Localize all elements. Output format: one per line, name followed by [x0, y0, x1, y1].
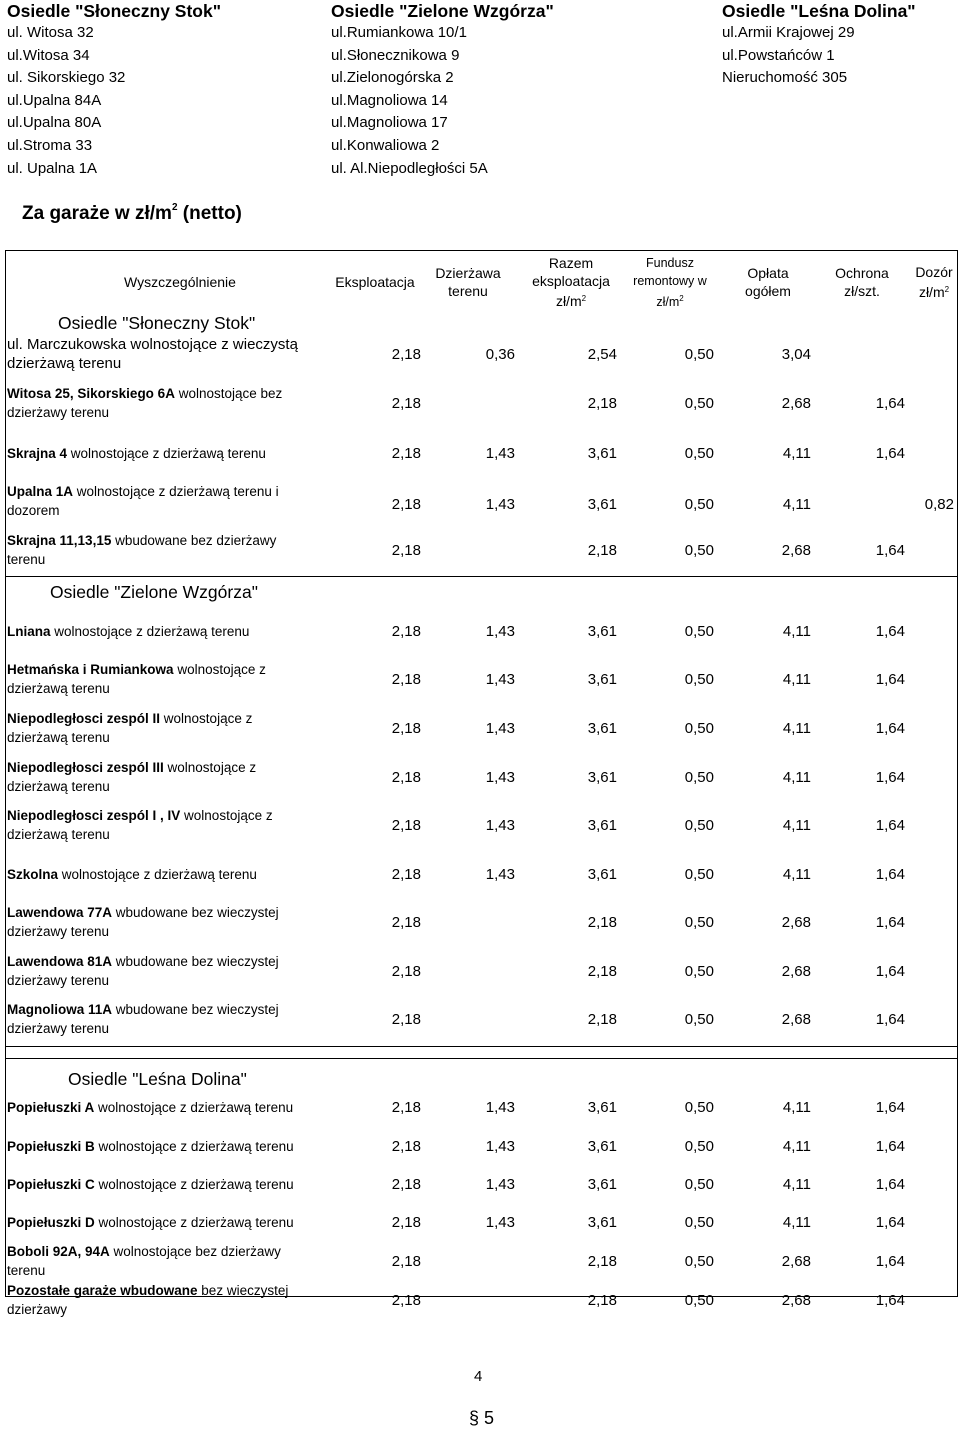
estate-address: ul. Al.Niepodległości 5A [331, 159, 488, 177]
cell-razem: 2,18 [587, 1292, 617, 1309]
row-label: Popiełuszki D wolnostojące z dzierżawą terenu [7, 1215, 294, 1230]
cell-eksploatacja: 2,18 [391, 1292, 421, 1309]
table-rule [5, 1046, 958, 1047]
cell-fundusz: 0,50 [684, 1214, 714, 1231]
row-label: Hetmańska i Rumiankowa wolnostojące z dzierżawą terenu [7, 662, 266, 696]
cell-ochrona: 1,64 [875, 914, 905, 931]
estate-address: ul.Powstańców 1 [722, 46, 835, 64]
cell-razem: 2,18 [587, 1253, 617, 1270]
cell-oplata: 2,68 [781, 1011, 811, 1028]
row-label: Lawendowa 77A wbudowane bez wieczystej dzierżawy terenu [7, 905, 279, 939]
estate-address: ul.Magnoliowa 17 [331, 114, 448, 132]
cell-ochrona: 1,64 [875, 769, 905, 786]
cell-eksploatacja: 2,18 [391, 346, 421, 363]
cell-razem: 2,18 [587, 914, 617, 931]
section-heading [22, 202, 242, 225]
cell-ochrona: 1,64 [875, 817, 905, 834]
cell-oplata: 4,11 [782, 866, 811, 883]
cell-razem: 3,61 [587, 671, 617, 688]
cell-eksploatacja: 2,18 [391, 1099, 421, 1116]
cell-razem: 2,18 [587, 1011, 617, 1028]
cell-eksploatacja: 2,18 [391, 1253, 421, 1270]
cell-ochrona: 1,64 [875, 623, 905, 640]
cell-oplata: 3,04 [781, 346, 811, 363]
cell-fundusz: 0,50 [684, 346, 714, 363]
col-header-fundusz: Fundusz remontowy w $zł/m^2$ [633, 255, 707, 309]
cell-ochrona: 1,64 [875, 720, 905, 737]
cell-fundusz: 0,50 [684, 395, 714, 412]
cell-oplata: 4,11 [782, 1214, 811, 1231]
cell-dzierzawa: 1,43 [485, 1214, 515, 1231]
cell-fundusz: 0,50 [684, 914, 714, 931]
cell-dzierzawa: 1,43 [485, 866, 515, 883]
cell-dzierzawa: 1,43 [485, 496, 515, 513]
cell-ochrona: 1,64 [875, 671, 905, 688]
cell-oplata: 2,68 [781, 542, 811, 559]
cell-eksploatacja: 2,18 [391, 395, 421, 412]
row-label: Upalna 1A wolnostojące z dzierżawą terenu i dozorem [7, 484, 279, 518]
table-section-title: Osiedle "Słoneczny Stok" [58, 313, 256, 333]
estate-address: ul.Konwaliowa 2 [331, 136, 440, 154]
cell-oplata: 4,11 [782, 445, 811, 462]
col-header-wyszczegolnienie: Wyszczególnienie [124, 274, 236, 290]
cell-eksploatacja: 2,18 [391, 963, 421, 980]
cell-eksploatacja: 2,18 [391, 817, 421, 834]
row-label: Niepodległosci zespól I , IV wolnostojące z dzierżawą terenu [7, 808, 273, 842]
cell-oplata: 4,11 [782, 1099, 811, 1116]
cell-oplata: 4,11 [782, 720, 811, 737]
cell-oplata: 2,68 [781, 1253, 811, 1270]
cell-razem: 3,61 [587, 769, 617, 786]
cell-razem: 3,61 [587, 623, 617, 640]
cell-razem: 2,18 [587, 542, 617, 559]
cell-ochrona: 1,64 [875, 1011, 905, 1028]
cell-dzierzawa: 0,36 [485, 346, 515, 363]
cell-dozor: 0,82 [924, 496, 954, 513]
cell-eksploatacja: 2,18 [391, 1214, 421, 1231]
estate-address: ul.Witosa 34 [7, 46, 90, 64]
table-section-title: Osiedle "Zielone Wzgórza" [50, 582, 258, 602]
row-label: Lawendowa 81A wbudowane bez wieczystej dzierżawy terenu [7, 954, 279, 988]
table-border-right [957, 250, 958, 1296]
cell-fundusz: 0,50 [684, 1011, 714, 1028]
estate-title: Osiedle "Słoneczny Stok" [7, 1, 222, 21]
estate-list-sloneczny-stok [7, 0, 221, 180]
cell-oplata: 4,11 [782, 1138, 811, 1155]
cell-dzierzawa: 1,43 [485, 1176, 515, 1193]
cell-fundusz: 0,50 [684, 769, 714, 786]
estate-title: Osiedle "Leśna Dolina" [722, 1, 916, 21]
cell-oplata: 2,68 [781, 914, 811, 931]
col-header-dzierzawa: Dzierżawa terenu [435, 265, 501, 299]
cell-eksploatacja: 2,18 [391, 496, 421, 513]
col-header-ochrona: Ochrona zł/szt. [835, 265, 889, 299]
cell-razem: 2,18 [587, 963, 617, 980]
col-header-eksploatacja: Eksploatacja [335, 274, 415, 290]
estate-list-zielone-wzgorza [331, 0, 554, 180]
cell-razem: 2,54 [587, 346, 617, 363]
cell-ochrona: 1,64 [875, 1138, 905, 1155]
cell-oplata: 2,68 [781, 395, 811, 412]
estate-address: ul.Stroma 33 [7, 136, 93, 154]
cell-razem: 3,61 [587, 866, 617, 883]
row-label: Popiełuszki A wolnostojące z dzierżawą terenu [7, 1100, 294, 1115]
row-label: Niepodległosci zespól II wolnostojące z dzierżawą terenu [7, 711, 253, 745]
cell-oplata: 4,11 [782, 817, 811, 834]
cell-razem: 3,61 [587, 817, 617, 834]
estate-address: ul.Armii Krajowej 29 [722, 24, 855, 41]
cell-ochrona: 1,64 [875, 1292, 905, 1309]
col-header-oplata: Opłata ogółem [745, 265, 791, 299]
cell-dzierzawa: 1,43 [485, 769, 515, 786]
row-label: Skrajna 11,13,15 wbudowane bez dzierżawy terenu [7, 533, 277, 567]
page-number: 4 [474, 1368, 483, 1385]
cell-oplata: 4,11 [782, 769, 811, 786]
cell-dzierzawa: 1,43 [485, 671, 515, 688]
estate-address: ul.Słonecznikowa 9 [331, 46, 460, 64]
cell-dzierzawa: 1,43 [485, 623, 515, 640]
cell-dzierzawa: 1,43 [485, 1138, 515, 1155]
heading-superscript: 2 [171, 202, 178, 213]
row-label: Magnoliowa 11A wbudowane bez wieczystej dzierżawy terenu [7, 1002, 279, 1036]
cell-ochrona: 1,64 [875, 1253, 905, 1270]
cell-eksploatacja: 2,18 [391, 1011, 421, 1028]
cell-razem: 3,61 [587, 1176, 617, 1193]
cell-eksploatacja: 2,18 [391, 1138, 421, 1155]
cell-fundusz: 0,50 [684, 1176, 714, 1193]
cell-fundusz: 0,50 [684, 720, 714, 737]
cell-fundusz: 0,50 [684, 445, 714, 462]
cell-ochrona: 1,64 [875, 866, 905, 883]
cell-razem: 3,61 [587, 1214, 617, 1231]
cell-fundusz: 0,50 [684, 1253, 714, 1270]
col-header-razem: Razem eksploatacja $zł/m^2$ [532, 255, 610, 309]
cell-ochrona: 1,64 [875, 963, 905, 980]
table-border-top [5, 250, 958, 251]
cell-eksploatacja: 2,18 [391, 914, 421, 931]
cell-ochrona: 1,64 [875, 395, 905, 412]
table-rule [5, 1058, 958, 1059]
paragraph-marker: § 5 [469, 1408, 495, 1428]
cell-fundusz: 0,50 [684, 623, 714, 640]
heading-suffix: (netto) [177, 203, 242, 224]
col-header-dozor: Dozór $zł/m^2$ [915, 264, 953, 300]
cell-ochrona: 1,64 [875, 1099, 905, 1116]
cell-fundusz: 0,50 [684, 963, 714, 980]
estate-address: Nieruchomość 305 [722, 69, 848, 87]
cell-oplata: 4,11 [782, 496, 811, 513]
row-label: Skrajna 4 wolnostojące z dzierżawą terenu [7, 446, 266, 461]
cell-eksploatacja: 2,18 [391, 720, 421, 737]
estate-address: ul.Rumiankowa 10/1 [331, 24, 467, 41]
row-label: Popiełuszki C wolnostojące z dzierżawą terenu [7, 1177, 294, 1192]
cell-eksploatacja: 2,18 [391, 445, 421, 462]
row-label: Pozostałe garaże wbudowane bez wieczystej dzierżawy [7, 1283, 289, 1317]
cell-oplata: 4,11 [782, 671, 811, 688]
cell-dzierzawa: 1,43 [485, 817, 515, 834]
cell-razem: 3,61 [587, 445, 617, 462]
cell-oplata: 2,68 [781, 1292, 811, 1309]
table-rule [5, 576, 958, 577]
estate-address: ul.Zielonogórska 2 [331, 69, 454, 87]
cell-eksploatacja: 2,18 [391, 542, 421, 559]
cell-fundusz: 0,50 [684, 542, 714, 559]
cell-razem: 3,61 [587, 1138, 617, 1155]
cell-ochrona: 1,64 [875, 1214, 905, 1231]
cell-eksploatacja: 2,18 [391, 623, 421, 640]
cell-ochrona: 1,64 [875, 542, 905, 559]
row-label: Lniana wolnostojące z dzierżawą terenu [7, 624, 250, 639]
table-section-title: Osiedle "Leśna Dolina" [68, 1069, 247, 1089]
estate-title: Osiedle "Zielone Wzgórza" [331, 1, 554, 21]
table-border-left [5, 250, 6, 1296]
cell-razem: 3,61 [587, 720, 617, 737]
estate-address: ul.Upalna 80A [7, 114, 102, 132]
cell-fundusz: 0,50 [684, 1138, 714, 1155]
cell-oplata: 4,11 [782, 623, 811, 640]
cell-dzierzawa: 1,43 [485, 1099, 515, 1116]
cell-razem: 2,18 [587, 395, 617, 412]
cell-ochrona: 1,64 [875, 445, 905, 462]
row-label: Boboli 92A, 94A wolnostojące bez dzierżawy terenu [7, 1244, 281, 1278]
cell-fundusz: 0,50 [684, 1099, 714, 1116]
estate-address: ul. Witosa 32 [7, 24, 94, 41]
estate-list-lesna-dolina [722, 0, 916, 90]
row-label: Popiełuszki B wolnostojące z dzierżawą terenu [7, 1139, 294, 1154]
cell-eksploatacja: 2,18 [391, 769, 421, 786]
cell-oplata: 4,11 [782, 1176, 811, 1193]
cell-eksploatacja: 2,18 [391, 671, 421, 688]
cell-fundusz: 0,50 [684, 671, 714, 688]
row-label: Szkolna wolnostojące z dzierżawą terenu [7, 867, 257, 882]
cell-oplata: 2,68 [781, 963, 811, 980]
cell-fundusz: 0,50 [684, 1292, 714, 1309]
row-label: Witosa 25, Sikorskiego 6A wolnostojące bez dzierżawy terenu [7, 386, 283, 420]
row-label: Niepodległosci zespól III wolnostojące z dzierżawą terenu [7, 760, 257, 794]
cell-fundusz: 0,50 [684, 496, 714, 513]
estate-address: ul.Magnoliowa 14 [331, 91, 448, 109]
cell-dzierzawa: 1,43 [485, 445, 515, 462]
estate-address: ul. Sikorskiego 32 [7, 69, 126, 87]
cell-razem: 3,61 [587, 496, 617, 513]
cell-fundusz: 0,50 [684, 866, 714, 883]
estate-address: ul. Upalna 1A [7, 159, 98, 177]
estate-address: ul.Upalna 84A [7, 91, 102, 109]
row-label: ul. Marczukowska wolnostojące z wieczystą dzierżawą terenu [7, 336, 298, 372]
cell-ochrona: 1,64 [875, 1176, 905, 1193]
cell-fundusz: 0,50 [684, 817, 714, 834]
cell-dzierzawa: 1,43 [485, 720, 515, 737]
cell-eksploatacja: 2,18 [391, 866, 421, 883]
cell-eksploatacja: 2,18 [391, 1176, 421, 1193]
heading-text: Za garaże w zł/m [22, 203, 172, 224]
cell-razem: 3,61 [587, 1099, 617, 1116]
